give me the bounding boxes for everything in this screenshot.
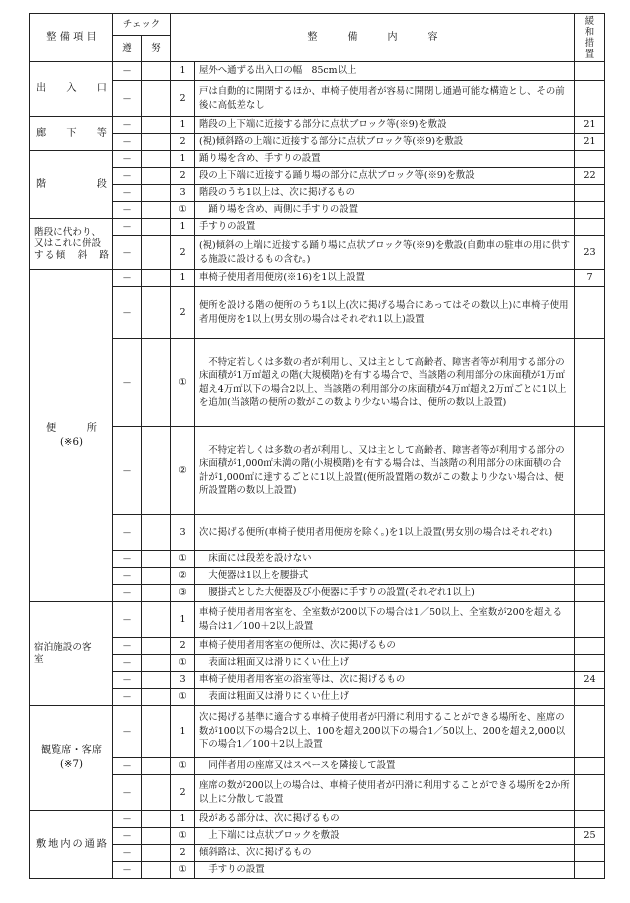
check-comply-cell[interactable]: — <box>113 270 142 287</box>
table-row <box>30 202 605 219</box>
check-comply-cell[interactable]: — <box>113 117 142 134</box>
category-cell: 階 段 <box>30 151 113 219</box>
requirement-text: 踊り場を含め、両側に手すりの設置 <box>195 202 575 219</box>
relax-measure <box>575 219 605 236</box>
checklist-sheet <box>29 13 604 879</box>
requirement-text: 屋外へ通ずる出入口の幅 85cm以上 <box>195 62 575 81</box>
table-row <box>30 655 605 672</box>
table-row <box>30 758 605 775</box>
check-effort-cell[interactable] <box>142 568 171 585</box>
relax-measure <box>575 638 605 655</box>
requirement-text: 次に掲げる基準に適合する車椅子使用者が円滑に利用することができる場所を、座席の数が100以下の場合2以上、100を超え200以下の場合1／50以上、200を超え2,000以下の場合1／100＋2以上設置 <box>195 706 575 758</box>
relax-measure: 21 <box>575 117 605 134</box>
relax-measure <box>575 585 605 602</box>
requirement-text: 車椅子使用者用客室の浴室等は、次に掲げるもの <box>195 672 575 689</box>
table-row <box>30 270 605 287</box>
check-effort-cell[interactable] <box>142 134 171 151</box>
check-comply-cell[interactable]: — <box>113 202 142 219</box>
check-comply-cell[interactable]: — <box>113 655 142 672</box>
relax-measure <box>575 706 605 758</box>
table-row <box>30 602 605 638</box>
check-comply-cell[interactable]: — <box>113 219 142 236</box>
check-comply-cell[interactable]: — <box>113 168 142 185</box>
requirement-text: 手すりの設置 <box>195 219 575 236</box>
check-comply-cell[interactable]: — <box>113 706 142 758</box>
category-cell: 便 所 (※6) <box>30 270 113 602</box>
relax-measure <box>575 287 605 339</box>
relax-measure <box>575 62 605 81</box>
table-row <box>30 672 605 689</box>
check-comply-cell[interactable]: — <box>113 862 142 879</box>
relax-measure <box>575 427 605 515</box>
check-effort-cell[interactable] <box>142 638 171 655</box>
check-comply-cell[interactable]: — <box>113 515 142 551</box>
relax-measure: 21 <box>575 134 605 151</box>
check-comply-cell[interactable]: — <box>113 185 142 202</box>
check-comply-cell[interactable]: — <box>113 339 142 427</box>
header-check: チェック <box>113 14 171 36</box>
item-number: 1 <box>171 270 195 287</box>
category-cell: 階段に代わり、又はこれに併設する傾 斜 路 <box>30 219 113 270</box>
relax-measure <box>575 811 605 828</box>
table-row <box>30 185 605 202</box>
table-row <box>30 219 605 236</box>
item-number: 1 <box>171 602 195 638</box>
check-effort-cell[interactable] <box>142 236 171 270</box>
category-cell: 廊 下 等 <box>30 117 113 151</box>
relax-measure <box>575 655 605 672</box>
table-row <box>30 811 605 828</box>
item-number: 1 <box>171 117 195 134</box>
check-effort-cell[interactable] <box>142 602 171 638</box>
check-effort-cell[interactable] <box>142 758 171 775</box>
requirement-text: 傾斜路は、次に掲げるもの <box>195 845 575 862</box>
check-effort-cell[interactable] <box>142 689 171 706</box>
table-row <box>30 339 605 427</box>
table-row <box>30 689 605 706</box>
item-number: 2 <box>171 638 195 655</box>
requirement-text: 表面は粗面又は滑りにくい仕上げ <box>195 689 575 706</box>
item-number: 2 <box>171 81 195 117</box>
header-effort: 努 <box>142 36 171 62</box>
item-number: 2 <box>171 775 195 811</box>
relax-measure: 25 <box>575 828 605 845</box>
check-effort-cell[interactable] <box>142 775 171 811</box>
category-cell: 宿泊施設の客 室 <box>30 602 113 706</box>
relax-measure: 7 <box>575 270 605 287</box>
check-comply-cell[interactable]: — <box>113 845 142 862</box>
relax-measure <box>575 185 605 202</box>
category-cell: 観覧席・客席 (※7) <box>30 706 113 811</box>
table-row <box>30 845 605 862</box>
check-effort-cell[interactable] <box>142 339 171 427</box>
requirement-text: 階段の上下端に近接する部分に点状ブロック等(※9)を敷設 <box>195 117 575 134</box>
relax-measure <box>575 602 605 638</box>
item-number: ② <box>171 427 195 515</box>
checklist-body <box>30 62 605 879</box>
check-effort-cell[interactable] <box>142 62 171 81</box>
check-comply-cell[interactable]: — <box>113 689 142 706</box>
category-cell: 出 入 口 <box>30 62 113 117</box>
relax-measure <box>575 551 605 568</box>
requirement-text: 踊り場を含め、手すりの設置 <box>195 151 575 168</box>
check-comply-cell[interactable]: — <box>113 828 142 845</box>
requirement-text: 床面には段差を設けない <box>195 551 575 568</box>
relax-measure <box>575 81 605 117</box>
relax-measure <box>575 862 605 879</box>
table-row <box>30 117 605 134</box>
requirement-text: 不特定若しくは多数の者が利用し、又は主として高齢者、障害者等が利用する部分の床面積が1,000㎡未満の階(小規模階)を有する場合は、当該階の利用部分の床面積の合計が1,000㎡に達するごとに1以上設置(便所設置階の数がこの数より少ない場合は、便所設置階の数以上設置) <box>195 427 575 515</box>
relax-measure <box>575 339 605 427</box>
item-number: ① <box>171 339 195 427</box>
check-effort-cell[interactable] <box>142 219 171 236</box>
relax-measure <box>575 689 605 706</box>
relax-measure <box>575 515 605 551</box>
requirement-text: 階段のうち1以上は、次に掲げるもの <box>195 185 575 202</box>
requirement-text: 腰掛式とした大便器及び小便器に手すりの設置(それぞれ1以上) <box>195 585 575 602</box>
requirement-text: 車椅子使用者用便房(※16)を1以上設置 <box>195 270 575 287</box>
relax-measure: 23 <box>575 236 605 270</box>
check-effort-cell[interactable] <box>142 427 171 515</box>
table-row <box>30 427 605 515</box>
item-number: ① <box>171 828 195 845</box>
relax-measure <box>575 775 605 811</box>
check-effort-cell[interactable] <box>142 811 171 828</box>
table-row <box>30 134 605 151</box>
category-cell: 敷地内の通路 <box>30 811 113 879</box>
check-comply-cell[interactable]: — <box>113 134 142 151</box>
relax-measure: 24 <box>575 672 605 689</box>
item-number: ① <box>171 202 195 219</box>
check-effort-cell[interactable] <box>142 585 171 602</box>
item-number: ② <box>171 568 195 585</box>
item-number: 2 <box>171 845 195 862</box>
table-row <box>30 775 605 811</box>
table-row <box>30 862 605 879</box>
header-relax: 緩 和 措 置 <box>575 14 605 62</box>
check-effort-cell[interactable] <box>142 81 171 117</box>
table-row <box>30 236 605 270</box>
table-row <box>30 62 605 81</box>
relax-measure: 22 <box>575 168 605 185</box>
check-effort-cell[interactable] <box>142 845 171 862</box>
table-row <box>30 151 605 168</box>
requirement-text: 段がある部分は、次に掲げるもの <box>195 811 575 828</box>
table-row <box>30 828 605 845</box>
check-effort-cell[interactable] <box>142 287 171 339</box>
table-row <box>30 515 605 551</box>
requirement-text: 座席の数が200以上の場合は、車椅子使用者が円滑に利用することができる場所を2か所以上に分散して設置 <box>195 775 575 811</box>
item-number: ① <box>171 551 195 568</box>
check-comply-cell[interactable]: — <box>113 62 142 81</box>
item-number: 2 <box>171 287 195 339</box>
check-comply-cell[interactable]: — <box>113 672 142 689</box>
item-number: 2 <box>171 134 195 151</box>
check-comply-cell[interactable]: — <box>113 602 142 638</box>
check-effort-cell[interactable] <box>142 168 171 185</box>
check-effort-cell[interactable] <box>142 117 171 134</box>
check-effort-cell[interactable] <box>142 655 171 672</box>
item-number: 1 <box>171 151 195 168</box>
check-effort-cell[interactable] <box>142 185 171 202</box>
checklist-table <box>29 13 605 879</box>
requirement-text: 表面は粗面又は滑りにくい仕上げ <box>195 655 575 672</box>
requirement-text: 便所を設ける階の便所のうち1以上(次に掲げる場合にあってはその数以上)に車椅子使用者用便房を1以上(男女別の場合はそれぞれ1以上)設置 <box>195 287 575 339</box>
requirement-text: 同伴者用の座席又はスペースを隣接して設置 <box>195 758 575 775</box>
table-row <box>30 568 605 585</box>
item-number: 1 <box>171 219 195 236</box>
requirement-text: 上下端には点状ブロックを敷設 <box>195 828 575 845</box>
check-effort-cell[interactable] <box>142 706 171 758</box>
check-comply-cell[interactable]: — <box>113 758 142 775</box>
header-comply: 遵 <box>113 36 142 62</box>
check-effort-cell[interactable] <box>142 862 171 879</box>
item-number: ① <box>171 655 195 672</box>
requirement-text: 次に掲げる便所(車椅子使用者用便房を除く。)を1以上設置(男女別の場合はそれぞれ) <box>195 515 575 551</box>
check-comply-cell[interactable]: — <box>113 151 142 168</box>
table-row <box>30 287 605 339</box>
item-number: 2 <box>171 236 195 270</box>
check-effort-cell[interactable] <box>142 672 171 689</box>
item-number: 3 <box>171 185 195 202</box>
requirement-text: 大便器は1以上を腰掛式 <box>195 568 575 585</box>
relax-measure <box>575 202 605 219</box>
item-number: 2 <box>171 168 195 185</box>
check-comply-cell[interactable]: — <box>113 236 142 270</box>
relax-measure <box>575 151 605 168</box>
requirement-text: 車椅子使用者用客室を、全室数が200以下の場合は1／50以上、全室数が200を超える場合は1／100＋2以上設置 <box>195 602 575 638</box>
item-number: 1 <box>171 706 195 758</box>
check-comply-cell[interactable]: — <box>113 585 142 602</box>
check-effort-cell[interactable] <box>142 151 171 168</box>
requirement-text: 段の上下端に近接する踊り場の部分に点状ブロック等(※9)を敷設 <box>195 168 575 185</box>
item-number: ③ <box>171 585 195 602</box>
header-item: 整 備 項 目 <box>30 14 113 62</box>
table-row <box>30 168 605 185</box>
table-row <box>30 551 605 568</box>
requirement-text: 車椅子使用者用客室の便所は、次に掲げるもの <box>195 638 575 655</box>
check-effort-cell[interactable] <box>142 828 171 845</box>
requirement-text: 手すりの設置 <box>195 862 575 879</box>
requirement-text: (視)傾斜路の上端に近接する部分に点状ブロック等(※9)を敷設 <box>195 134 575 151</box>
table-row <box>30 585 605 602</box>
item-number: 1 <box>171 811 195 828</box>
requirement-text: 不特定若しくは多数の者が利用し、又は主として高齢者、障害者等が利用する部分の床面積が1万㎡超えの階(大規模階)を有する場合で、当該階の利用部分の床面積が1万㎡超え4万㎡以下の場合2以上、当該階の利用部分の床面積が4万㎡超え2万㎡ごとに1以上を追加(当該階の便所の数がこの数より少ない場合は、便所の数以上設置) <box>195 339 575 427</box>
item-number: 3 <box>171 672 195 689</box>
item-number: ① <box>171 689 195 706</box>
check-comply-cell[interactable]: — <box>113 427 142 515</box>
check-comply-cell[interactable]: — <box>113 551 142 568</box>
relax-measure <box>575 758 605 775</box>
check-comply-cell[interactable]: — <box>113 638 142 655</box>
item-number: 1 <box>171 62 195 81</box>
requirement-text: 戸は自動的に開閉するほか、車椅子使用者が容易に開閉し通過可能な構造とし、その前後に高低差なし <box>195 81 575 117</box>
check-effort-cell[interactable] <box>142 202 171 219</box>
requirement-text: (視)傾斜の上端に近接する踊り場に点状ブロック等(※9)を敷設(自動車の駐車の用に供する施設に設けるもの含む。) <box>195 236 575 270</box>
check-effort-cell[interactable] <box>142 551 171 568</box>
relax-measure <box>575 568 605 585</box>
table-row <box>30 81 605 117</box>
check-comply-cell[interactable]: — <box>113 568 142 585</box>
check-comply-cell[interactable]: — <box>113 811 142 828</box>
check-effort-cell[interactable] <box>142 270 171 287</box>
check-comply-cell[interactable]: — <box>113 81 142 117</box>
table-row <box>30 706 605 758</box>
relax-measure <box>575 845 605 862</box>
header-content: 整 備 内 容 <box>171 14 575 62</box>
check-comply-cell[interactable]: — <box>113 287 142 339</box>
item-number: ① <box>171 862 195 879</box>
check-comply-cell[interactable]: — <box>113 775 142 811</box>
check-effort-cell[interactable] <box>142 515 171 551</box>
item-number: 3 <box>171 515 195 551</box>
item-number: ① <box>171 758 195 775</box>
